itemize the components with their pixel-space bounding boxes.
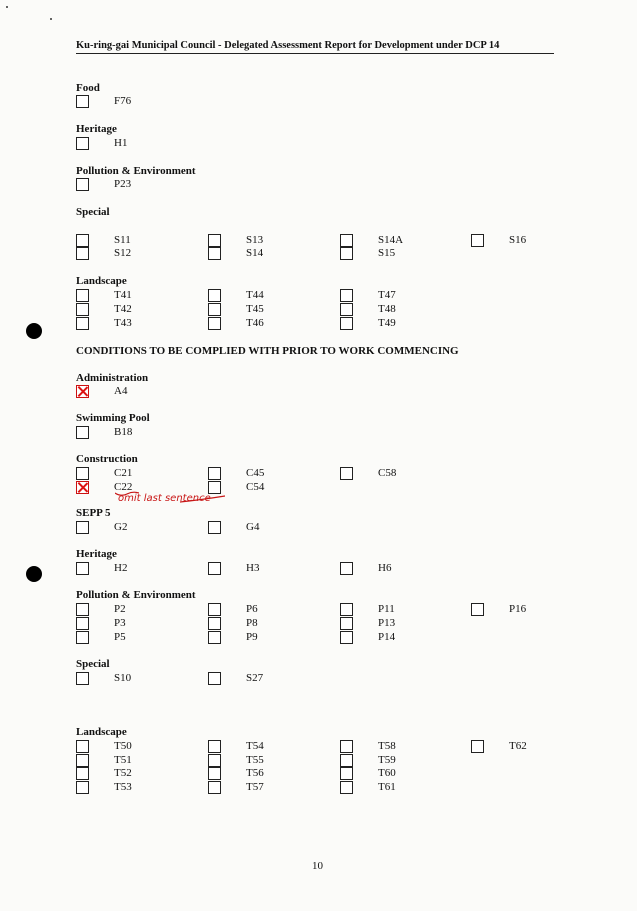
- checkbox[interactable]: [340, 617, 353, 630]
- checkbox[interactable]: [76, 754, 89, 767]
- section-heading-heritage: Heritage: [76, 123, 117, 135]
- section-heading-pollution-environment: Pollution & Environment: [76, 589, 196, 601]
- checkbox[interactable]: [471, 740, 484, 753]
- checkbox[interactable]: [208, 767, 221, 780]
- condition-code: T45: [246, 303, 264, 315]
- checked-checkbox[interactable]: [76, 385, 89, 398]
- checked-checkbox[interactable]: [76, 481, 89, 494]
- condition-code: F76: [114, 95, 132, 107]
- section-heading-administration: Administration: [76, 372, 149, 384]
- scan-speck: [6, 6, 8, 8]
- checkbox[interactable]: [340, 781, 353, 794]
- condition-code: T48: [378, 303, 396, 315]
- condition-code: S10: [114, 672, 132, 684]
- checkbox[interactable]: [208, 289, 221, 302]
- condition-code: P11: [378, 603, 395, 615]
- section-heading-special: Special: [76, 658, 110, 670]
- condition-code: H1: [114, 137, 128, 149]
- checkbox[interactable]: [76, 317, 89, 330]
- checkbox[interactable]: [76, 234, 89, 247]
- checkbox[interactable]: [340, 631, 353, 644]
- condition-code: C45: [246, 467, 265, 479]
- checkbox[interactable]: [76, 767, 89, 780]
- checkbox[interactable]: [76, 95, 89, 108]
- checkbox[interactable]: [340, 234, 353, 247]
- checkbox[interactable]: [208, 317, 221, 330]
- checkbox[interactable]: [208, 467, 221, 480]
- condition-code: C22: [114, 481, 133, 493]
- checkbox[interactable]: [208, 521, 221, 534]
- condition-code: G4: [246, 521, 260, 533]
- condition-code: P16: [509, 603, 527, 615]
- punch-hole: [26, 323, 42, 339]
- checkbox[interactable]: [471, 234, 484, 247]
- section-heading-food: Food: [76, 82, 100, 94]
- condition-code: T46: [246, 317, 264, 329]
- condition-code: S16: [509, 234, 527, 246]
- condition-code: T41: [114, 289, 132, 301]
- condition-code: C21: [114, 467, 133, 479]
- checkbox[interactable]: [76, 289, 89, 302]
- section-heading-pollution-environment: Pollution & Environment: [76, 165, 196, 177]
- checkbox[interactable]: [340, 303, 353, 316]
- checkbox[interactable]: [76, 631, 89, 644]
- condition-code: P23: [114, 178, 132, 190]
- condition-code: H6: [378, 562, 392, 574]
- condition-code: T58: [378, 740, 396, 752]
- checkbox[interactable]: [76, 521, 89, 534]
- condition-code: P9: [246, 631, 258, 643]
- checkbox[interactable]: [340, 754, 353, 767]
- checkbox[interactable]: [471, 603, 484, 616]
- checkbox[interactable]: [76, 740, 89, 753]
- condition-code: S14A: [378, 234, 404, 246]
- condition-code: P2: [114, 603, 126, 615]
- checkbox[interactable]: [76, 247, 89, 260]
- condition-code: T62: [509, 740, 527, 752]
- condition-code: P5: [114, 631, 126, 643]
- checkbox[interactable]: [76, 672, 89, 685]
- checkbox[interactable]: [76, 603, 89, 616]
- checkbox[interactable]: [208, 740, 221, 753]
- checkbox[interactable]: [340, 467, 353, 480]
- condition-code: T54: [246, 740, 264, 752]
- condition-code: S11: [114, 234, 131, 246]
- condition-code: S12: [114, 247, 132, 259]
- condition-code: G2: [114, 521, 128, 533]
- condition-code: C54: [246, 481, 265, 493]
- checkbox[interactable]: [76, 426, 89, 439]
- checkbox[interactable]: [76, 617, 89, 630]
- checkbox[interactable]: [208, 631, 221, 644]
- condition-code: T55: [246, 754, 264, 766]
- checkbox[interactable]: [340, 767, 353, 780]
- checkbox[interactable]: [208, 247, 221, 260]
- checkbox[interactable]: [76, 178, 89, 191]
- condition-code: C58: [378, 467, 397, 479]
- section-heading-landscape: Landscape: [76, 275, 127, 287]
- checkbox[interactable]: [340, 247, 353, 260]
- checkbox[interactable]: [76, 137, 89, 150]
- handwritten-annotation: omit last sentence: [118, 493, 211, 504]
- condition-code: T43: [114, 317, 132, 329]
- condition-code: H3: [246, 562, 260, 574]
- checkbox[interactable]: [208, 234, 221, 247]
- checkbox[interactable]: [208, 781, 221, 794]
- condition-code: T52: [114, 767, 132, 779]
- condition-code: H2: [114, 562, 128, 574]
- condition-code: T42: [114, 303, 132, 315]
- condition-code: A4: [114, 385, 128, 397]
- checkbox[interactable]: [76, 303, 89, 316]
- punch-hole: [26, 566, 42, 582]
- page-number: 10: [312, 860, 323, 872]
- main-section-heading: CONDITIONS TO BE COMPLIED WITH PRIOR TO WORK COMMENCING: [76, 345, 459, 357]
- checkbox[interactable]: [340, 289, 353, 302]
- checkbox[interactable]: [340, 740, 353, 753]
- section-heading-landscape: Landscape: [76, 726, 127, 738]
- checkbox[interactable]: [76, 781, 89, 794]
- checkbox[interactable]: [340, 603, 353, 616]
- page-header: Ku-ring-gai Municipal Council - Delegated Assessment Report for Development under DCP 14: [76, 40, 554, 54]
- condition-code: T61: [378, 781, 396, 793]
- condition-code: T51: [114, 754, 132, 766]
- checkbox[interactable]: [208, 303, 221, 316]
- checkbox[interactable]: [76, 467, 89, 480]
- condition-code: T44: [246, 289, 264, 301]
- condition-code: T57: [246, 781, 264, 793]
- checkbox[interactable]: [208, 603, 221, 616]
- condition-code: T49: [378, 317, 396, 329]
- condition-code: P14: [378, 631, 396, 643]
- section-heading-swimming-pool: Swimming Pool: [76, 412, 150, 424]
- condition-code: T47: [378, 289, 396, 301]
- condition-code: S13: [246, 234, 264, 246]
- checkbox[interactable]: [208, 562, 221, 575]
- condition-code: T53: [114, 781, 132, 793]
- condition-code: T50: [114, 740, 132, 752]
- condition-code: P3: [114, 617, 126, 629]
- checkbox[interactable]: [340, 562, 353, 575]
- condition-code: S27: [246, 672, 264, 684]
- condition-code: T59: [378, 754, 396, 766]
- condition-code: S15: [378, 247, 396, 259]
- condition-code: P6: [246, 603, 258, 615]
- condition-code: B18: [114, 426, 133, 438]
- section-heading-construction: Construction: [76, 453, 138, 465]
- checkbox[interactable]: [208, 754, 221, 767]
- checkbox[interactable]: [340, 317, 353, 330]
- condition-code: T56: [246, 767, 264, 779]
- section-heading-special: Special: [76, 206, 110, 218]
- checkbox[interactable]: [208, 672, 221, 685]
- condition-code: S14: [246, 247, 264, 259]
- scan-speck: [50, 18, 52, 20]
- condition-code: P8: [246, 617, 258, 629]
- condition-code: P13: [378, 617, 396, 629]
- condition-code: T60: [378, 767, 396, 779]
- checkbox[interactable]: [76, 562, 89, 575]
- section-heading-heritage: Heritage: [76, 548, 117, 560]
- section-heading-sepp5: SEPP 5: [76, 507, 111, 519]
- checkbox[interactable]: [208, 617, 221, 630]
- handwritten-underline-stroke: [180, 494, 225, 504]
